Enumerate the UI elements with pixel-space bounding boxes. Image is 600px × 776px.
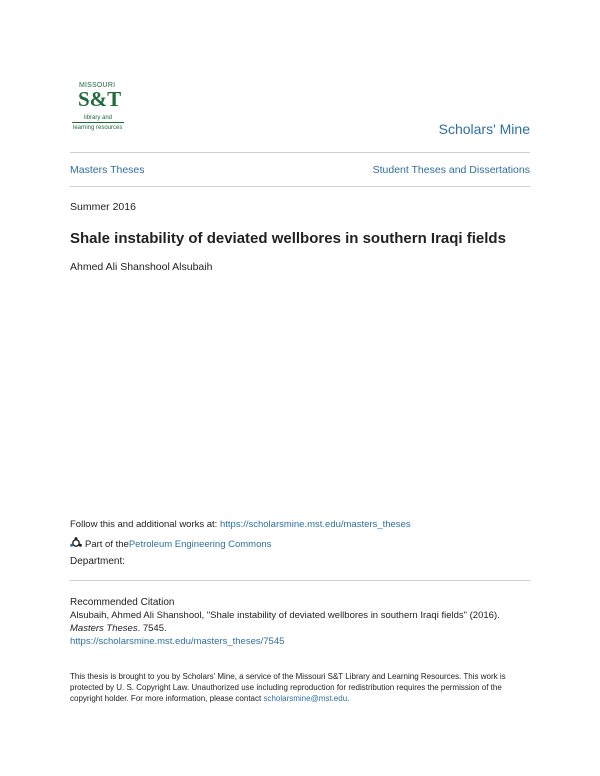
divider-nav <box>70 186 530 187</box>
citation-heading: Recommended Citation <box>70 597 175 608</box>
citation-url-link[interactable]: https://scholarsmine.mst.edu/masters_theses/7545 <box>70 636 285 647</box>
footer-text: This thesis is brought to you by Scholars' Mine, a service of the Missouri S&T Library and Learning Resources. This work is protected by U. S. Copyright Law. Unauthorized use including reproduction for redistribution requires the permission of the copyright holder. For more information, please contact <box>70 672 506 703</box>
logo-line-library: library and <box>84 115 113 121</box>
part-of-line <box>70 538 271 550</box>
masters-theses-url-link[interactable]: https://scholarsmine.mst.edu/masters_theses <box>219 519 411 530</box>
logo-line-learning: learning resources <box>73 125 123 131</box>
missouri-st-logo[interactable] <box>70 82 126 136</box>
logo-line-st: S&T <box>78 87 122 111</box>
divider-top <box>70 152 530 153</box>
footer-notice <box>70 671 530 704</box>
logo-rule <box>72 122 124 123</box>
thesis-title: Shale instability of deviated wellbores in southern Iraqi fields <box>70 230 506 247</box>
petroleum-engineering-commons-link[interactable]: Petroleum Engineering Commons <box>128 538 272 550</box>
author-name: Ahmed Ali Shanshool Alsubaih <box>70 261 213 273</box>
follow-text: Follow this and additional works at: <box>70 519 220 530</box>
follow-line <box>70 519 411 530</box>
publication-date: Summer 2016 <box>70 201 136 213</box>
citation-series-line <box>70 623 167 634</box>
logo-line-missouri: MISSOURI <box>79 82 116 89</box>
footer-end: . <box>347 694 350 703</box>
site-name-link[interactable]: Scholars' Mine <box>438 121 530 137</box>
department-label: Department: <box>70 556 126 567</box>
citation-number: . 7545. <box>137 623 167 634</box>
student-theses-link[interactable]: Student Theses and Dissertations <box>372 164 530 176</box>
contact-email-link[interactable]: scholarsmine@mst.edu <box>263 694 348 703</box>
part-of-text: Part of the <box>85 538 129 550</box>
commons-network-icon <box>70 537 82 549</box>
masters-theses-link[interactable]: Masters Theses <box>70 164 145 176</box>
citation-text: Alsubaih, Ahmed Ali Shanshool, "Shale instability of deviated wellbores in southern Iraqi fields" (2016). <box>70 610 500 621</box>
citation-series: Masters Theses <box>70 623 138 634</box>
divider-citation <box>70 580 530 581</box>
